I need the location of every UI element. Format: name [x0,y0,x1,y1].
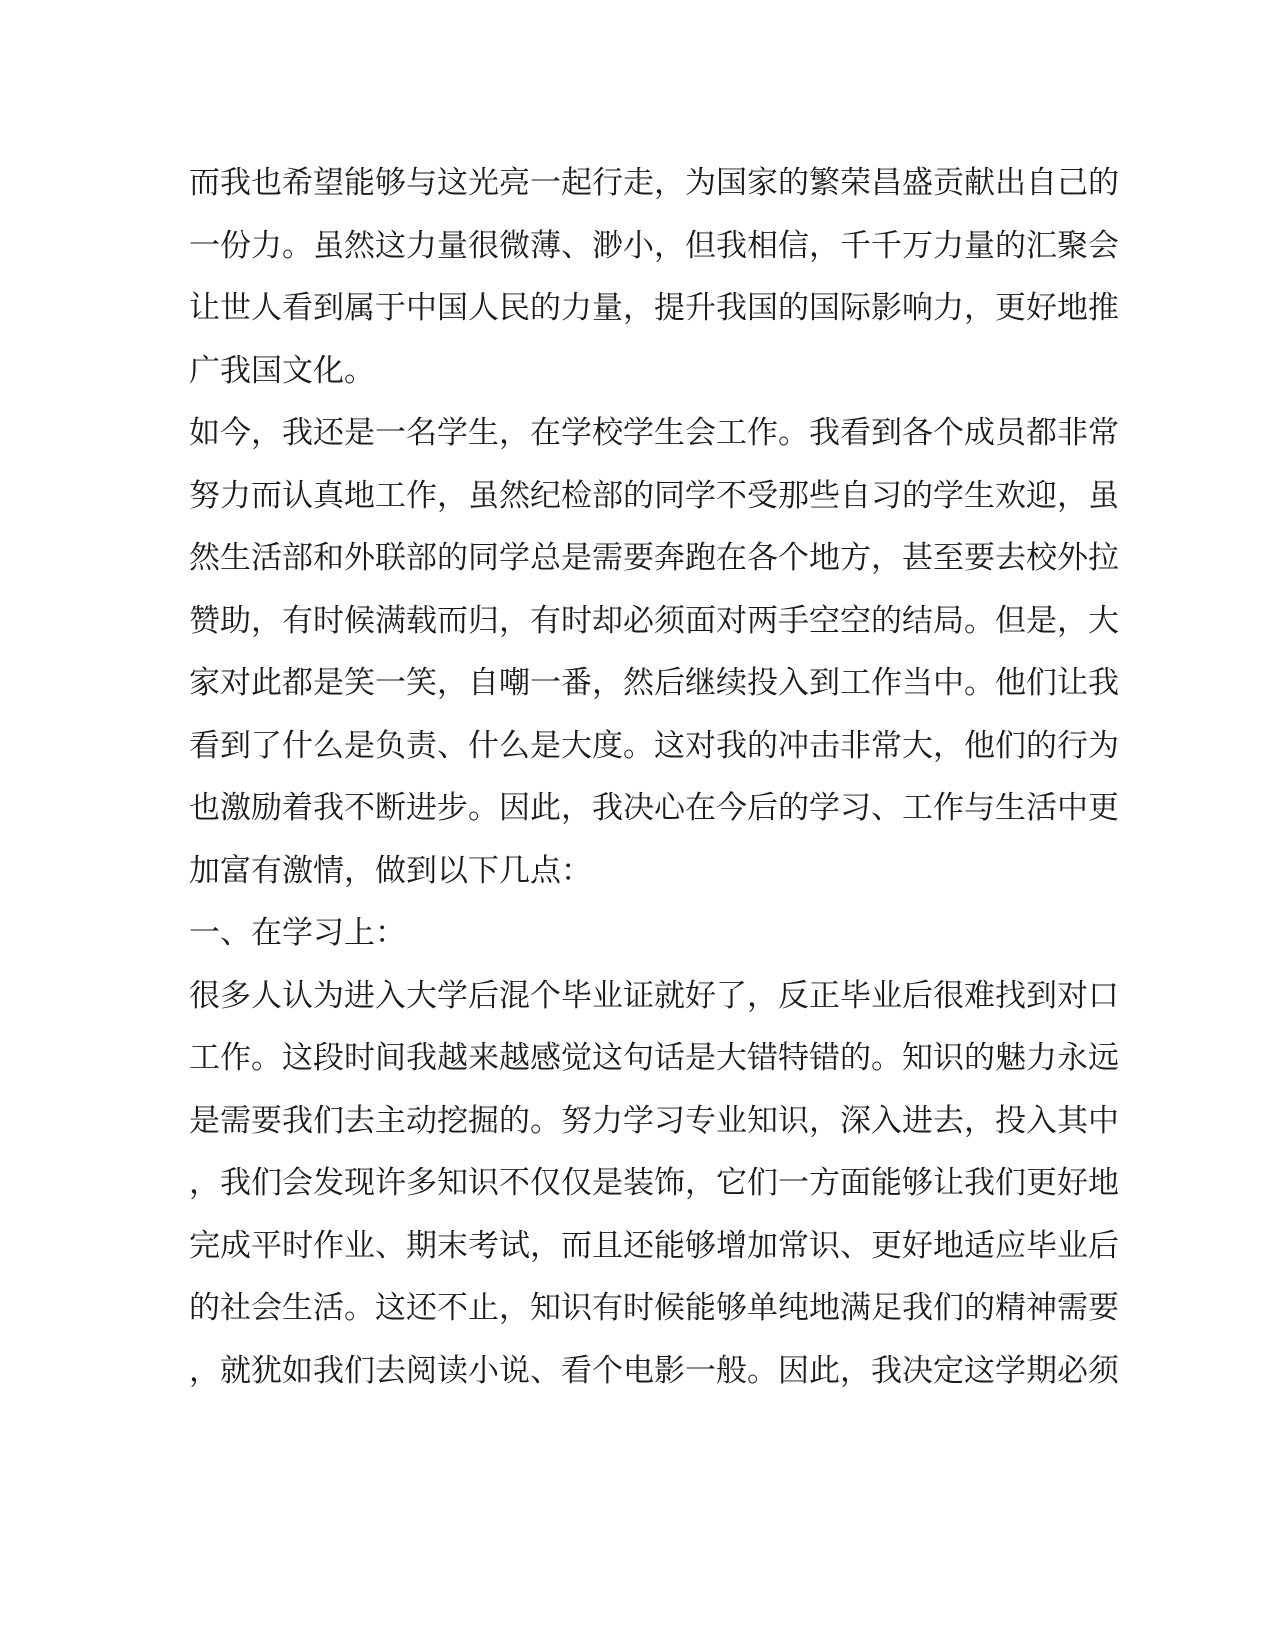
text-line: 看到了什么是负责、什么是大度。这对我的冲击非常大，他们的行为 [189,727,1119,764]
text-line: 加富有激情，做到以下几点： [189,852,592,889]
text-line: 一份力。虽然这力量很微薄、渺小，但我相信，千千万力量的汇聚会 [189,227,1119,264]
text-line: 如今，我还是一名学生，在学校学生会工作。我看到各个成员都非常 [189,415,1119,451]
text-line: 很多人认为进入大学后混个毕业证就好了，反正毕业后很难找到对口 [189,977,1119,1014]
text-line: 是需要我们去主动挖掘的。努力学习专业知识，深入进去，投入其中 [189,1102,1119,1139]
text-line: 而我也希望能够与这光亮一起行走，为国家的繁荣昌盛贡献出自己的 [189,165,1119,201]
text-line: 然生活部和外联部的同学总是需要奔跑在各个地方，甚至要去校外拉 [189,540,1119,576]
body-text [189,152,1119,1402]
text-line: 努力而认真地工作，虽然纪检部的同学不受那些自习的学生欢迎，虽 [189,477,1119,514]
text-line: 工作。这段时间我越来越感觉这句话是大错特错的。知识的魅力永远 [189,1040,1119,1076]
text-line: 家对此都是笑一笑，自嘲一番，然后继续投入到工作当中。他们让我 [189,665,1119,701]
text-line: 完成平时作业、期末考试，而且还能够增加常识、更好地适应毕业后 [189,1227,1119,1264]
text-line: 广我国文化。 [189,352,375,389]
text-line: 让世人看到属于中国人民的力量，提升我国的国际影响力，更好地推 [189,290,1119,326]
text-line: ，就犹如我们去阅读小说、看个电影一般。因此，我决定这学期必须 [189,1352,1119,1389]
text-line: 也激励着我不断进步。因此，我决心在今后的学习、工作与生活中更 [189,790,1119,826]
text-line: 的社会生活。这还不止，知识有时候能够单纯地满足我们的精神需要 [189,1290,1119,1326]
text-line: 赞助，有时候满载而归，有时却必须面对两手空空的结局。但是，大 [189,602,1119,639]
text-line: ，我们会发现许多知识不仅仅是装饰，它们一方面能够让我们更好地 [189,1165,1119,1201]
text-line: 一、在学习上： [189,915,406,951]
